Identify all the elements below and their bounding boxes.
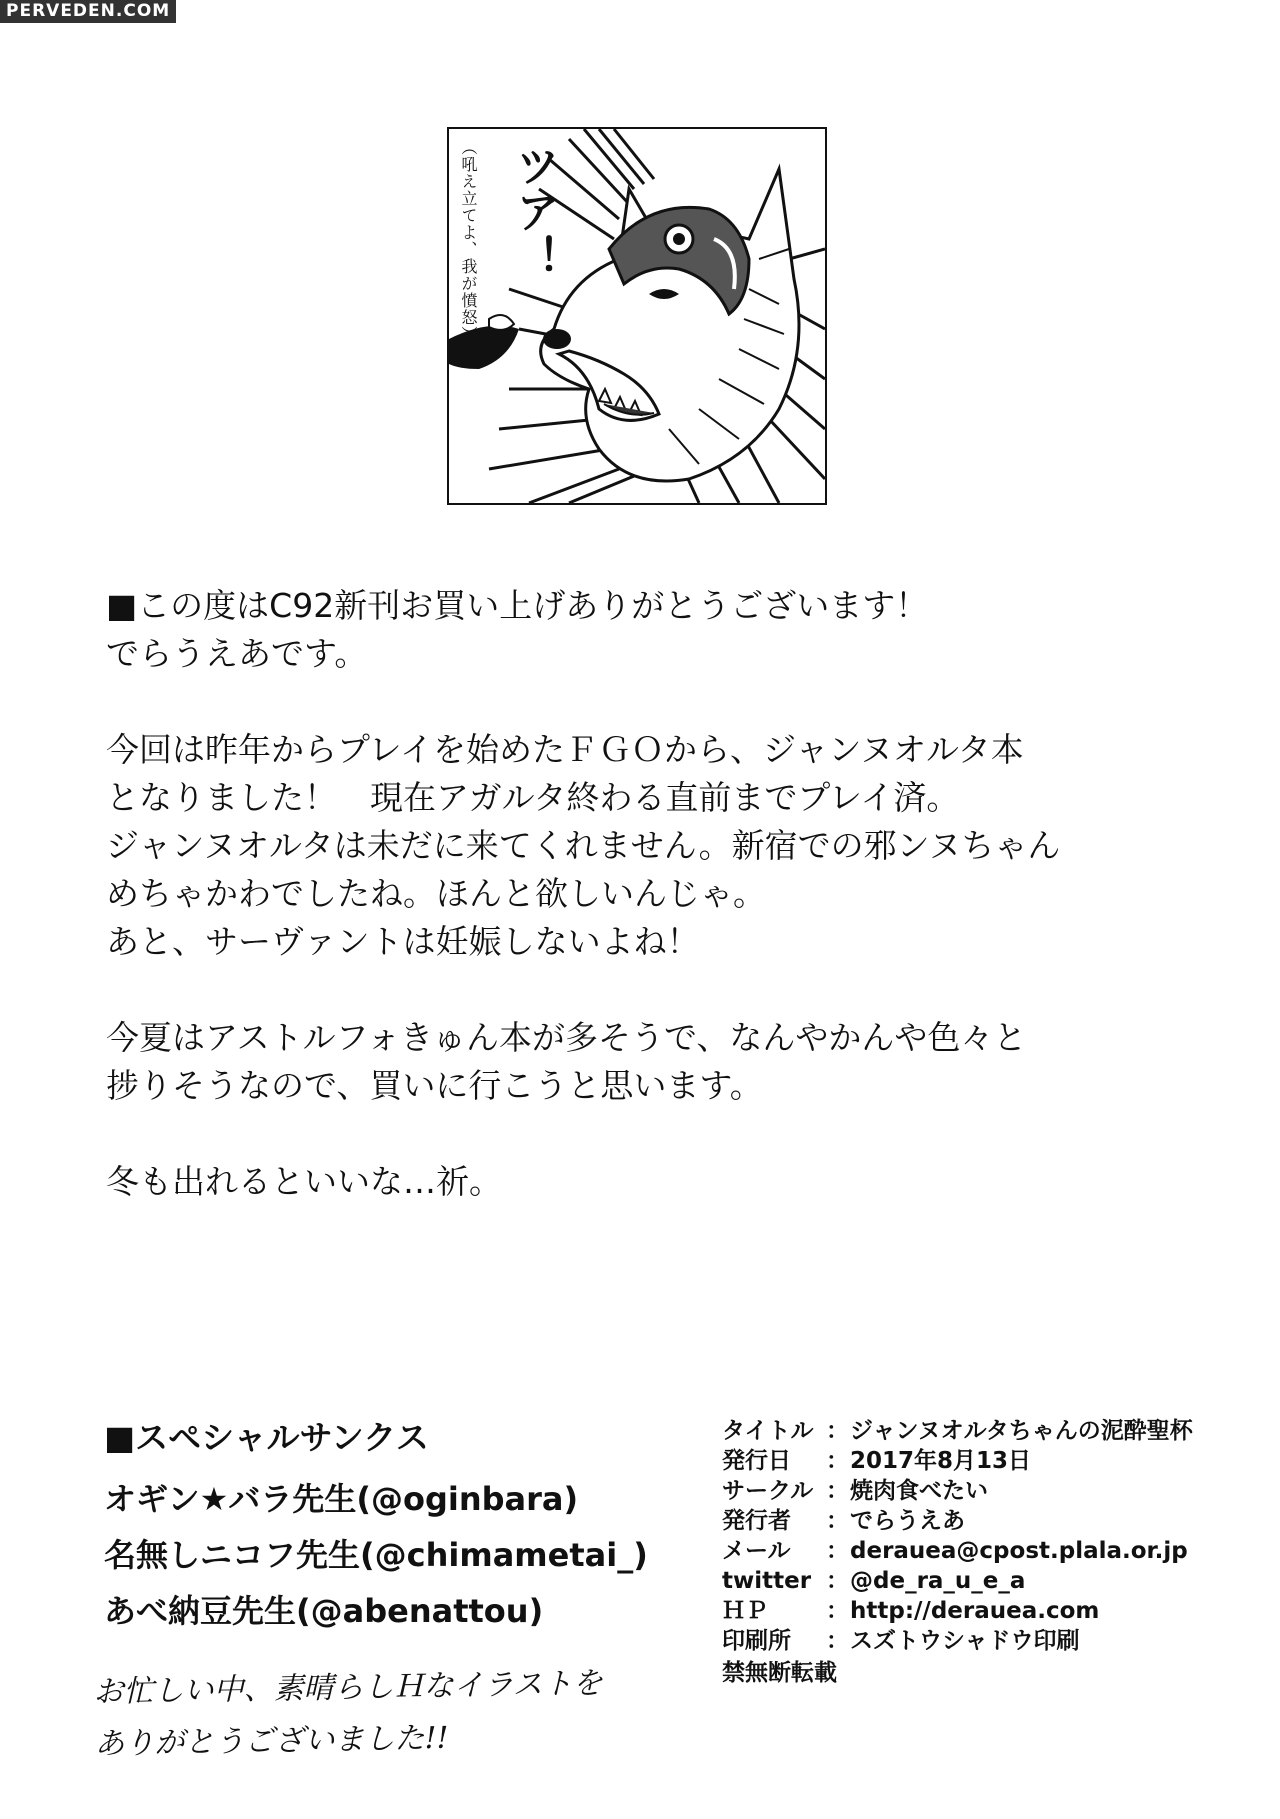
colophon-key: twitter xyxy=(722,1568,812,1594)
colophon-row xyxy=(722,1626,1242,1656)
afterword-line: 今回は昨年からプレイを始めたＦＧＯから、ジャンヌオルタ本 xyxy=(106,730,1024,769)
colophon-separator: ： xyxy=(826,1538,849,1564)
afterword-line: めちゃかわでしたね。ほんと欲しいんじゃ。 xyxy=(106,874,766,913)
colophon-separator: ： xyxy=(826,1478,849,1504)
shout-subtext: （吼え立てよ、我が憤怒） xyxy=(459,139,478,343)
colophon-row xyxy=(722,1506,1242,1536)
colophon-value: でらうえあ xyxy=(850,1508,965,1534)
shout-text: ツア！ xyxy=(508,143,559,281)
colophon-key: 発行者 xyxy=(722,1508,791,1534)
illustration-panel xyxy=(447,127,827,505)
colophon-email: derauea@cpost.plala.or.jp xyxy=(850,1538,1188,1564)
colophon-key: サークル xyxy=(722,1478,814,1504)
colophon-separator: ： xyxy=(826,1598,849,1624)
special-thanks xyxy=(104,1412,704,1639)
colophon-key: メール xyxy=(722,1538,791,1564)
colophon-row xyxy=(722,1566,1242,1596)
afterword-line: 冬も出れるといいな…祈。 xyxy=(106,1162,502,1201)
colophon-twitter: @de_ra_u_e_a xyxy=(850,1568,1026,1594)
colophon-value: ジャンヌオルタちゃんの泥酔聖杯 xyxy=(850,1418,1193,1444)
colophon-row xyxy=(722,1446,1242,1476)
thanks-name: 名無しニコフ先生(@chimametai_) xyxy=(104,1536,648,1574)
colophon-separator: ： xyxy=(826,1508,849,1534)
afterword-line: ジャンヌオルタは未だに来てくれません。新宿での邪ンヌちゃん xyxy=(106,826,1061,865)
colophon-separator: ： xyxy=(826,1568,849,1594)
colophon-value: スズトウシャドウ印刷 xyxy=(850,1628,1080,1654)
colophon-row xyxy=(722,1596,1242,1626)
afterword-text xyxy=(106,582,1236,1206)
thanks-name: オギン★バラ先生(@oginbara) xyxy=(104,1480,579,1518)
afterword-line: ■この度はC92新刊お買い上げありがとうございます！ xyxy=(106,586,929,625)
reprint-notice: 禁無断転載 xyxy=(722,1660,837,1686)
colophon-value: 焼肉食べたい xyxy=(850,1478,988,1504)
colophon-row xyxy=(722,1536,1242,1566)
colophon-key: ＨＰ xyxy=(722,1598,768,1624)
site-watermark: PERVEDEN.COM xyxy=(0,0,176,23)
handwritten-message xyxy=(93,1657,655,1771)
handwritten-line: お忙しい中、素晴らしＨなイラストを xyxy=(93,1666,603,1710)
colophon-row xyxy=(722,1416,1242,1446)
colophon-separator: ： xyxy=(826,1418,849,1444)
colophon-key: 印刷所 xyxy=(722,1628,791,1654)
afterword-line: あと、サーヴァントは妊娠しないよね！ xyxy=(106,922,700,961)
afterword-line: 今夏はアストルフォきゅん本が多そうで、なんやかんや色々と xyxy=(106,1018,1027,1057)
special-thanks-heading: ■スペシャルサンクス xyxy=(104,1418,429,1457)
colophon-separator: ： xyxy=(826,1628,849,1654)
handwritten-line: ありがとうございました!! xyxy=(94,1720,449,1762)
afterword-line: となりました！ 現在アガルタ終わる直前までプレイ済。 xyxy=(106,778,960,817)
colophon-separator: ： xyxy=(826,1448,849,1474)
colophon-value: 2017年8月13日 xyxy=(850,1448,1032,1474)
colophon-key: タイトル xyxy=(722,1418,814,1444)
colophon-row xyxy=(722,1476,1242,1506)
colophon-homepage: http://derauea.com xyxy=(850,1598,1100,1624)
colophon xyxy=(722,1416,1242,1688)
afterword-line: でらうえあです。 xyxy=(106,634,368,673)
colophon-key: 発行日 xyxy=(722,1448,791,1474)
thanks-name: あべ納豆先生(@abenattou) xyxy=(104,1592,544,1630)
afterword-line: 捗りそうなので、買いに行こうと思います。 xyxy=(106,1066,763,1105)
